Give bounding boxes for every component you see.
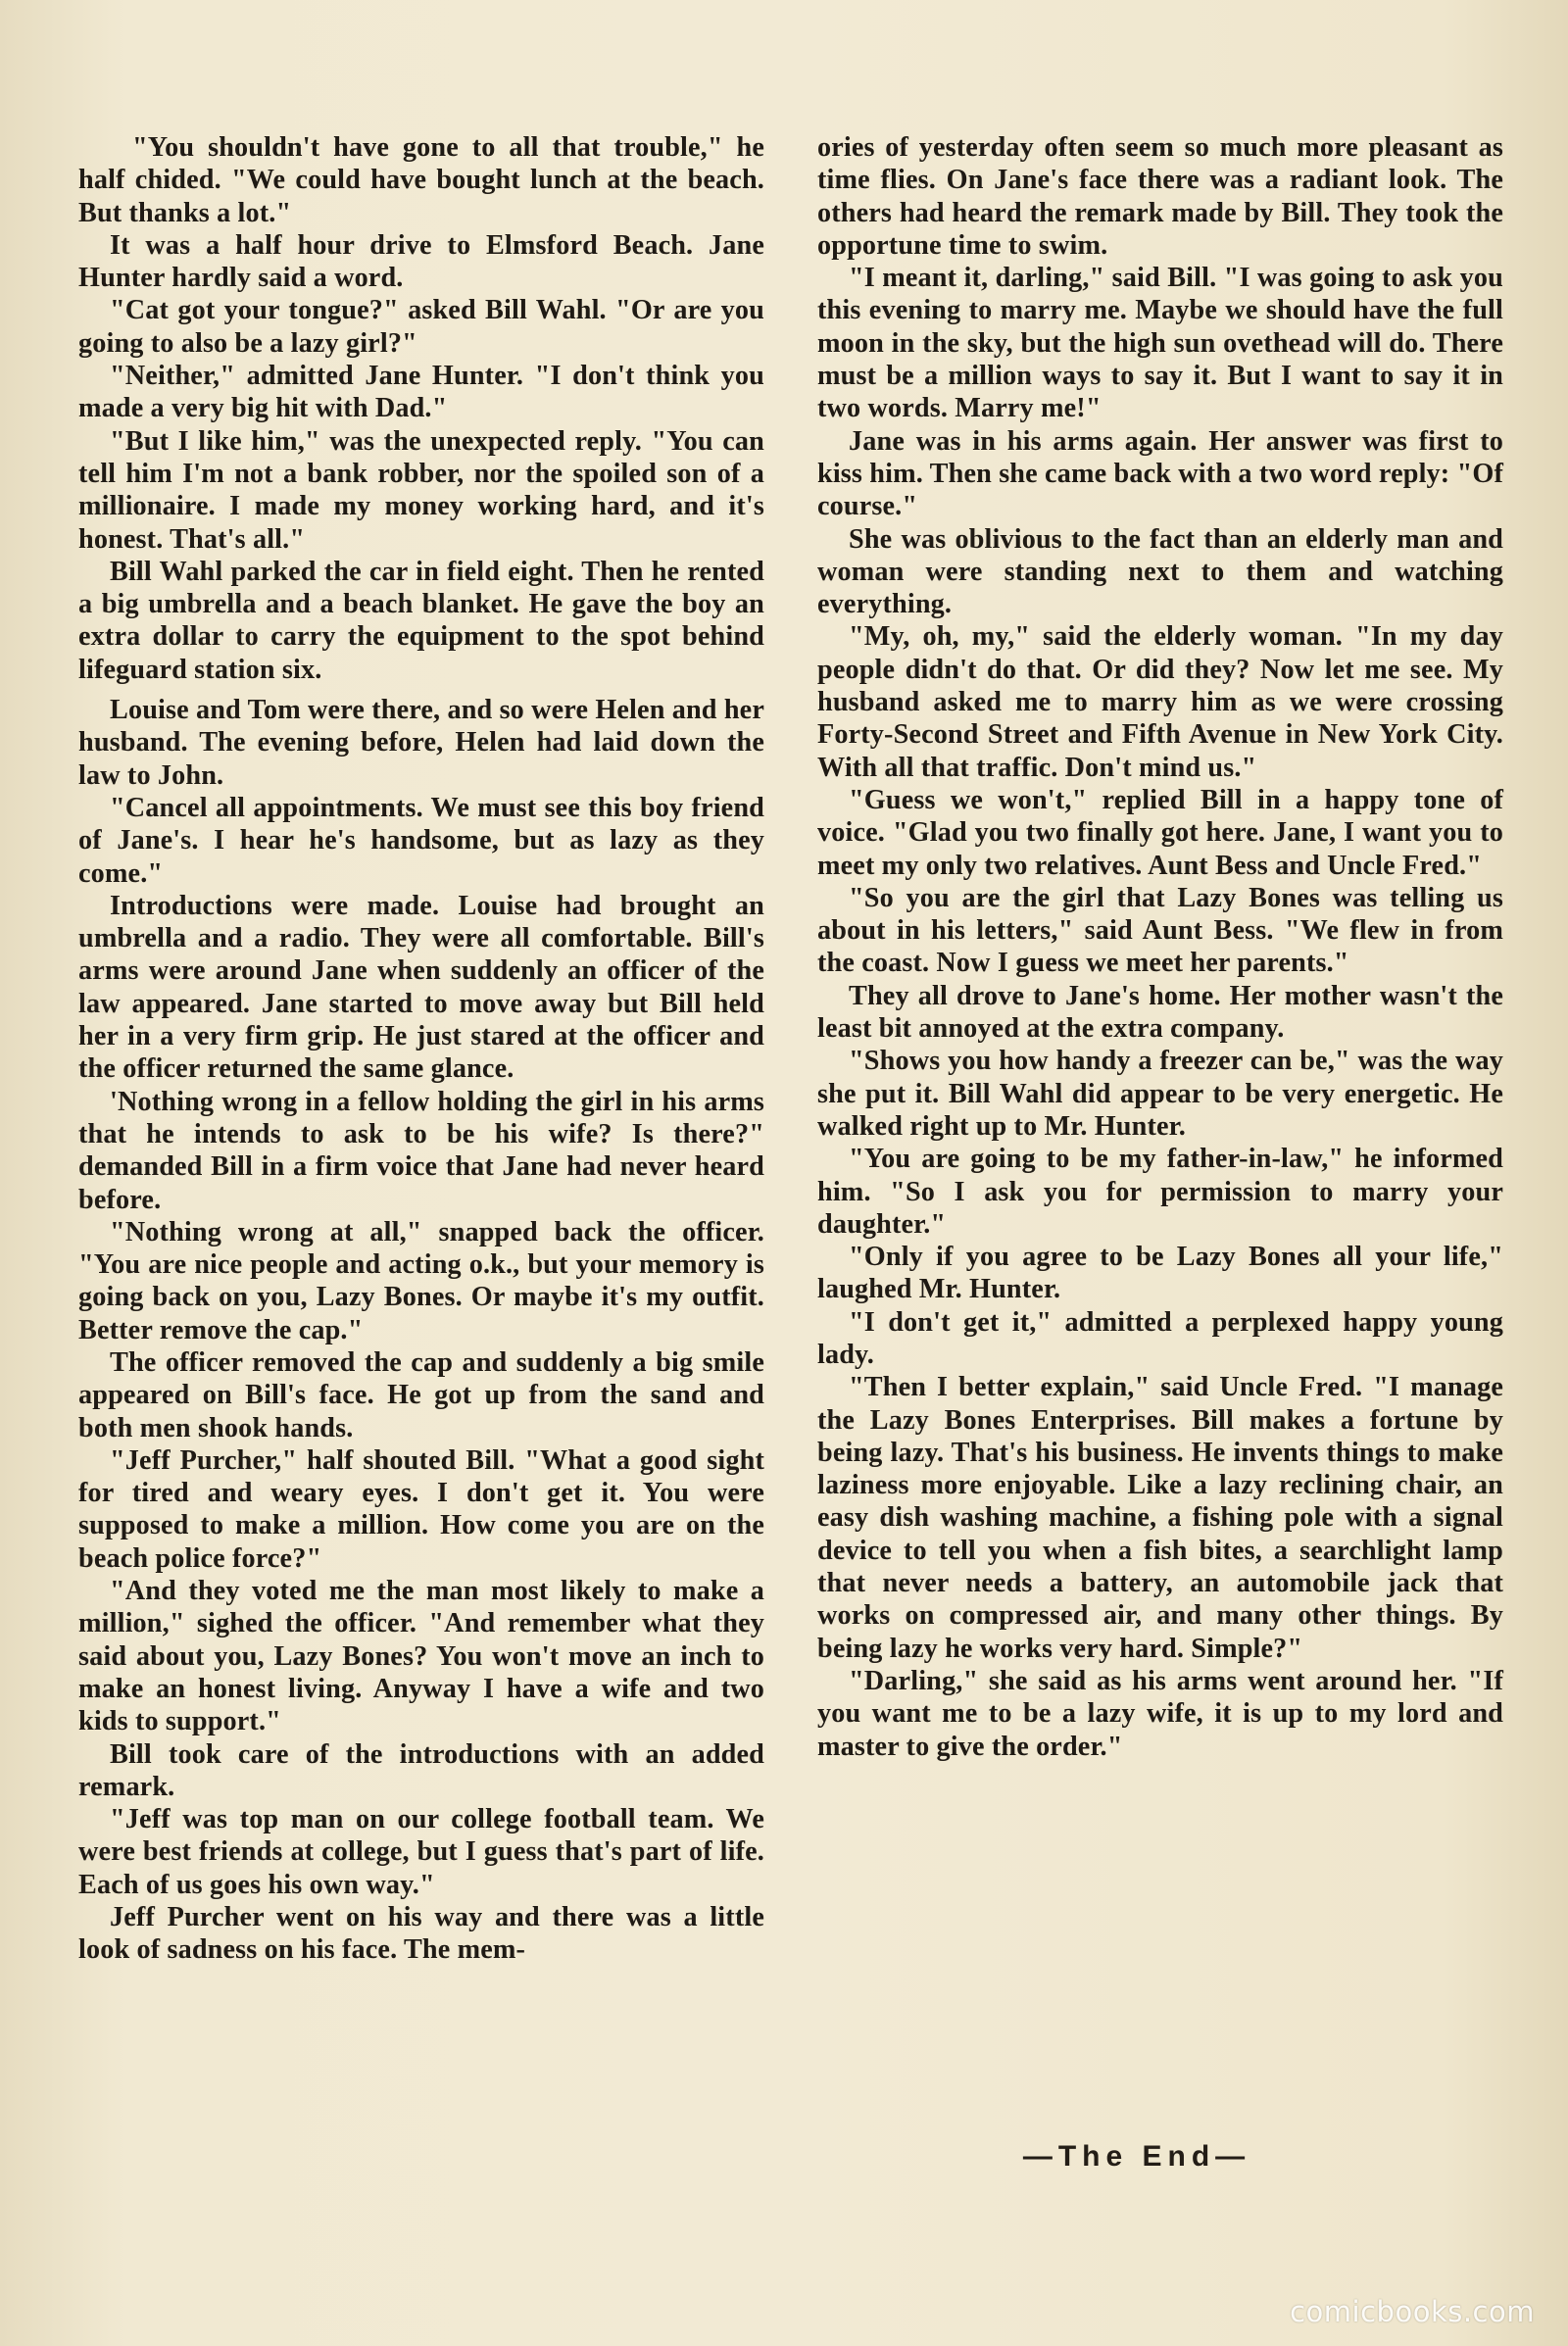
paragraph: "And they voted me the man most likely to make a million," sighed the officer. "And remember what they said about you, Lazy Bones? You won't move an inch to make an honest living. Anyway I have a wife and two kids to support.": [78, 1576, 764, 1737]
paragraph: "Jeff was top man on our college football team. We were best friends at college, but I guess that's part of life. Each of us goes his own way.": [78, 1804, 764, 1900]
paragraph: "Darling," she said as his arms went around her. "If you want me to be a lazy wife, it is up to my lord and master to give the order.": [817, 1665, 1503, 1762]
paragraph: It was a half hour drive to Elmsford Beach. Jane Hunter hardly said a word.: [78, 229, 764, 294]
paragraph: They all drove to Jane's home. Her mother wasn't the least bit annoyed at the extra company.: [817, 980, 1503, 1045]
paragraph: Introductions were made. Louise had brought an umbrella and a radio. They were all comfortable. Bill's arms were around Jane when suddenly an officer of the law appeared. Jane started to move away but Bill held her in a very firm grip. He just stared at the officer and the officer returned the same glance.: [78, 890, 764, 1085]
paragraph: "Cancel all appointments. We must see this boy friend of Jane's. I hear he's handsome, but as lazy as they come.": [78, 792, 764, 889]
paragraph: "Jeff Purcher," half shouted Bill. "What a good sight for tired and weary eyes. I don't get it. You were supposed to make a million. How come you are on the beach police force?": [78, 1444, 764, 1574]
paragraph: "Shows you how handy a freezer can be," was the way she put it. Bill Wahl did appear to be very energetic. He walked right up to Mr. Hunter.: [817, 1046, 1503, 1142]
watermark-text: comicbooks.com: [1290, 2295, 1535, 2328]
paragraph: "But I like him," was the unexpected reply. "You can tell him I'm not a bank robber, nor the spoiled son of a millionaire. I made my money working hard, and it's honest. That's all.": [78, 425, 764, 555]
paragraph: The officer removed the cap and suddenly a big smile appeared on Bill's face. He got up from the sand and both men shook hands.: [78, 1346, 764, 1443]
paragraph: "Only if you agree to be Lazy Bones all your life," laughed Mr. Hunter.: [817, 1242, 1503, 1305]
paragraph: "My, oh, my," said the elderly woman. "In my day people didn't do that. Or did they? Now let me see. My husband asked me to marry him as we were crossing Forty-Second Street and Fifth Avenue in New York City. With all that traffic. Don't mind us.": [817, 621, 1503, 783]
paragraph: Jane was in his arms again. Her answer was first to kiss him. Then she came back with a two word reply: "Of course.": [817, 425, 1503, 522]
paragraph: Jeff Purcher went on his way and there was a little look of sadness on his face. The mem-: [78, 1902, 764, 1966]
paragraph: ories of yesterday often seem so much more pleasant as time flies. On Jane's face there was a radiant look. The others had heard the remark made by Bill. They took the opportune time to swim.: [817, 132, 1503, 261]
paragraph: "You are going to be my father-in-law," he informed him. "So I ask you for permission to marry your daughter.": [817, 1144, 1503, 1240]
the-end-marker: —The End—: [1022, 2140, 1251, 2173]
paragraph: 'Nothing wrong in a fellow holding the girl in his arms that he intends to ask to be his wife? Is there?" demanded Bill in a firm voice that Jane had never heard before.: [78, 1086, 764, 1215]
paragraph: Bill took care of the introductions with an added remark.: [78, 1738, 764, 1802]
paragraph: "Cat got your tongue?" asked Bill Wahl. "Or are you going to also be a lazy girl?": [78, 295, 764, 359]
paragraph: She was oblivious to the fact than an elderly man and woman were standing next to them and watching everything.: [817, 523, 1503, 620]
text-column-left: [78, 131, 764, 1967]
paragraph: Louise and Tom were there, and so were Helen and her husband. The evening before, Helen had laid down the law to John.: [78, 695, 764, 791]
paragraph: "Then I better explain," said Uncle Fred. "I manage the Lazy Bones Enterprises. Bill makes a fortune by being lazy. That's his business. He invents things to make laziness more enjoyable. Like a lazy reclining chair, an easy dish washing machine, a fishing pole with a signal device to tell you when a fish bites, a searchlight lamp that never needs a battery, an automobile jack that works on compressed air, and many other things. By being lazy he works very hard. Simple?": [817, 1372, 1503, 1664]
paragraph: Bill Wahl parked the car in field eight. Then he rented a big umbrella and a beach blanket. He gave the boy an extra dollar to carry the equipment to the spot behind lifeguard station six.: [78, 556, 764, 685]
paragraph: "Guess we won't," replied Bill in a happy tone of voice. "Glad you two finally got here. Jane, I want you to meet my only two relatives. Aunt Bess and Uncle Fred.": [817, 784, 1503, 881]
paragraph: "Nothing wrong at all," snapped back the officer. "You are nice people and acting o.k., but your memory is going back on you, Lazy Bones. Or maybe it's my outfit. Better remove the cap.": [78, 1216, 764, 1345]
paragraph: "Neither," admitted Jane Hunter. "I don't think you made a very big hit with Dad.": [78, 361, 764, 424]
paragraph: "I meant it, darling," said Bill. "I was going to ask you this evening to marry me. Maybe we should have the full moon in the sky, but the high sun ovethead will do. There must be a million ways to say it. But I want to say it in two words. Marry me!": [817, 263, 1503, 424]
paragraph: "So you are the girl that Lazy Bones was telling us about in his letters," said Aunt Bess. "We flew in from the coast. Now I guess we meet her parents.": [817, 882, 1503, 979]
text-column-right: [817, 131, 1503, 1763]
paragraph: "You shouldn't have gone to all that trouble," he half chided. "We could have bought lunch at the beach. But thanks a lot.": [78, 132, 764, 228]
paragraph: "I don't get it," admitted a perplexed happy young lady.: [817, 1306, 1503, 1370]
